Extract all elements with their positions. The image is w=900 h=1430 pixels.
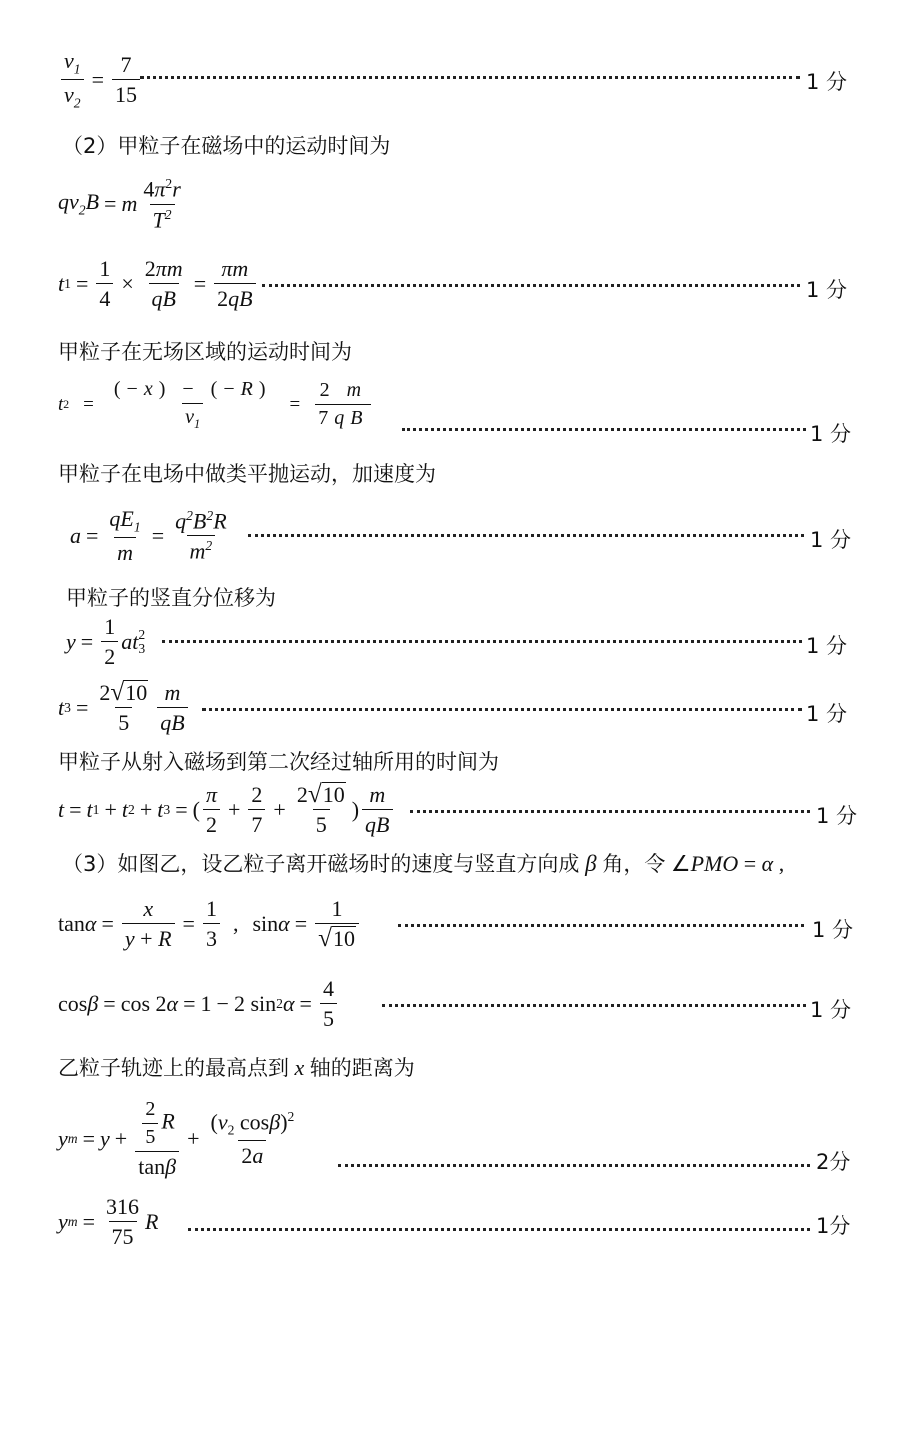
text-highest-point bbox=[58, 1052, 415, 1082]
dotted-leader bbox=[162, 640, 802, 643]
dotted-leader bbox=[188, 1228, 810, 1231]
part2-heading: （2）甲粒子在磁场中的运动时间为 bbox=[62, 134, 391, 158]
text-highest-a: 乙粒子轨迹上的最高点到 bbox=[58, 1056, 289, 1080]
angle-definition: ∠PMO = α , bbox=[665, 851, 785, 876]
score-label: 1 分 bbox=[806, 702, 848, 726]
dotted-leader bbox=[410, 810, 810, 813]
equation-lorentz-force: $qv_2B$ = m $\frac{4\pi^2r}{T^2}$ bbox=[58, 176, 181, 232]
score-label: 1 分 bbox=[810, 528, 852, 552]
equation-velocity-ratio: $\frac{v_1}{v_2}$ = $\frac{7}{15}$ bbox=[58, 48, 143, 111]
text-highest-b: 轴的距离为 bbox=[309, 1056, 415, 1080]
text-vertical-displacement: 甲粒子的竖直分位移为 bbox=[66, 586, 276, 610]
text-total-time: 甲粒子从射入磁场到第二次经过轴所用的时间为 bbox=[58, 750, 499, 774]
dotted-leader bbox=[382, 1004, 806, 1007]
equation-tan-sin-alpha: tan α = $\frac{x}{y + R}$ = $\frac{1}{3}$ , sin α = 1 √ 10 bbox=[58, 896, 362, 952]
equation-ym: y m = y + $\frac{2}{5}$ R tanβ + $\frac{(v_2 \cos\beta)^2}{2a}$ bbox=[58, 1098, 295, 1179]
score-label: 1 分 bbox=[806, 70, 848, 94]
part3-heading bbox=[62, 848, 784, 878]
dotted-leader bbox=[398, 924, 804, 927]
score-label: 1分 bbox=[816, 1214, 851, 1238]
score-label: 1 分 bbox=[806, 278, 848, 302]
score-label: 1 分 bbox=[810, 998, 852, 1022]
dotted-leader bbox=[140, 76, 800, 79]
score-label: 1 分 bbox=[816, 804, 858, 828]
part3-heading-text-b: 角，令 bbox=[602, 852, 666, 876]
equation-acceleration: a = $\frac{qE_1}{m}$ = $\frac{q^2B^2R}{m^2}$ bbox=[70, 506, 227, 566]
part3-heading-text-a: （3）如图乙，设乙粒子离开磁场时的速度与竖直方向成 bbox=[62, 852, 580, 876]
dotted-leader bbox=[402, 428, 806, 431]
equation-cos-beta: cos β = cos 2 α = 1 − 2 sin 2 α = $\frac{4}{5}$ bbox=[58, 976, 340, 1032]
score-label: 1 分 bbox=[810, 422, 852, 446]
dotted-leader bbox=[338, 1164, 810, 1167]
text-free-region: 甲粒子在无场区域的运动时间为 bbox=[58, 340, 352, 364]
dotted-leader bbox=[248, 534, 804, 537]
equation-t1: t 1 = $\frac{1}{4}$ × $\frac{2\pi m}{qB}$ = $\frac{\pi m}{2qB}$ bbox=[58, 256, 259, 312]
equation-total-time: t = t 1 + t 2 + t 3 = ( $\frac{\pi}{2}$ + $\frac{2}{7}$ + 2 √ 10 5 ) $\frac{m}{qB}$ bbox=[58, 782, 396, 838]
score-label: 1 分 bbox=[812, 918, 854, 942]
symbol-beta: β bbox=[579, 851, 603, 876]
text-acceleration: 甲粒子在电场中做类平抛运动，加速度为 bbox=[58, 462, 436, 486]
score-label: 1 分 bbox=[806, 634, 848, 658]
equation-ym-result: y m = $\frac{316}{75}$ R bbox=[58, 1194, 159, 1250]
equation-vertical-displacement: y = $\frac{1}{2}$ at 2 3 bbox=[66, 614, 146, 670]
dotted-leader bbox=[202, 708, 802, 711]
score-label: 2分 bbox=[816, 1150, 851, 1174]
dotted-leader bbox=[262, 284, 800, 287]
equation-t2: t 2 = $\frac{(-x) - (-R)}{v_1}$ = $\frac{2 m}{7qB}$ bbox=[58, 378, 374, 431]
symbol-x: x bbox=[289, 1055, 310, 1080]
equation-t3: t 3 = 2 √ 10 5 $\frac{m}{qB}$ bbox=[58, 680, 191, 736]
